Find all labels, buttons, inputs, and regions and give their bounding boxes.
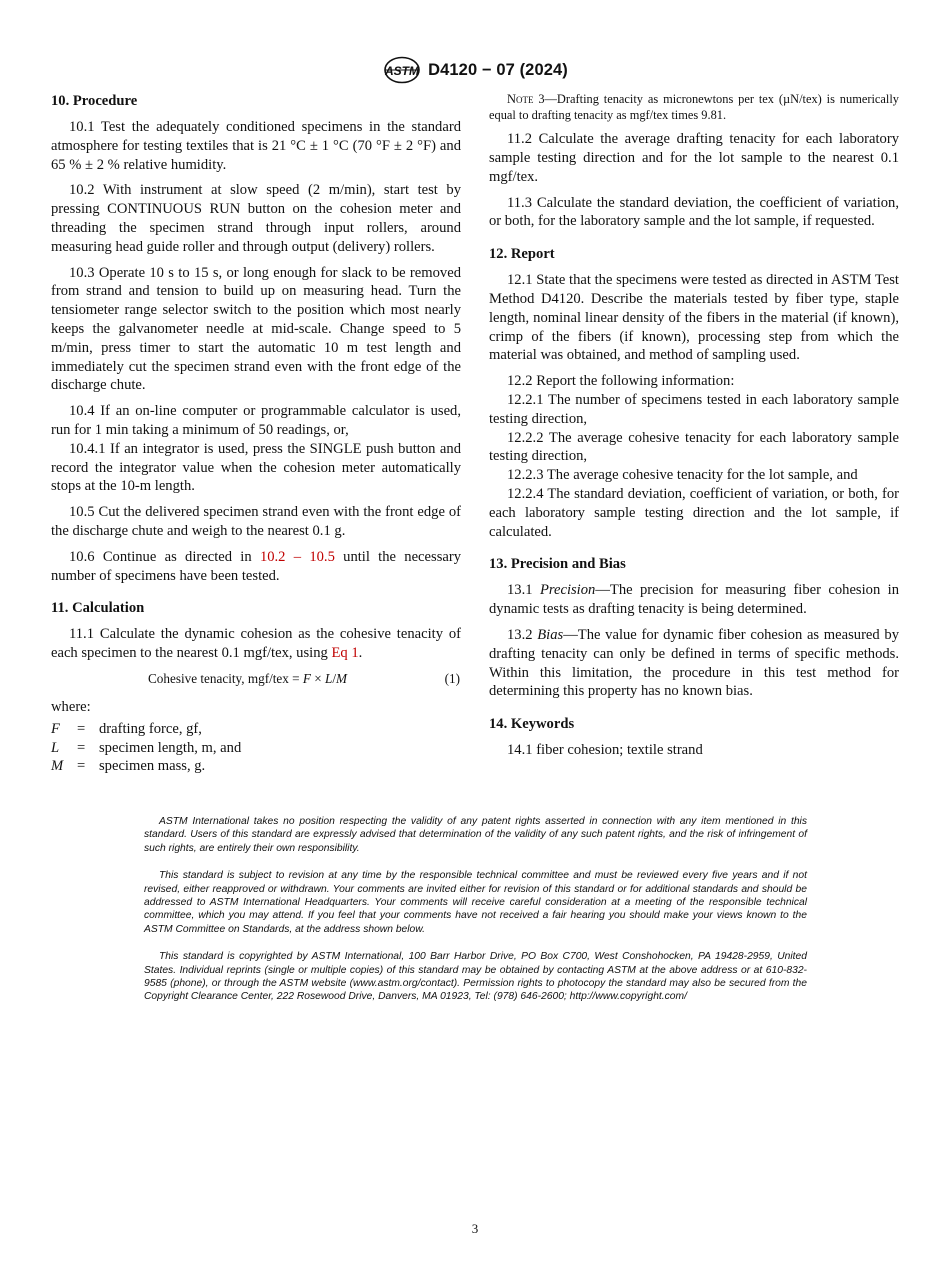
section-13-title: 13. Precision and Bias: [489, 556, 626, 573]
equation-1: [51, 670, 461, 688]
para-10-2: 10.2 With instrument at slow speed (2 m/min), start test by pressing CONTINUOUS RUN button on the cohesion meter and threading the specimen strand through input rollers, around measuring head guide roller and through output (delivery) rollers.: [51, 182, 461, 255]
where-label: where:: [51, 698, 91, 715]
legal-disclaimers: [144, 815, 807, 1018]
para-12-1: 12.1 State that the specimens were tested as directed in ASTM Test Method D4120. Describe the materials tested by fiber type, staple length, nominal linear density of the fibers in the material (if known), crimp of the fibers (if known), processing step from which the material was obtained, and method of sampling used.: [489, 272, 899, 364]
note-3: Note 3—Drafting tenacity as micronewtons per tex (µN/tex) is numerically equal to drafting tenacity as mgf/tex times 9.81.: [489, 92, 899, 122]
para-11-1: 11.1 Calculate the dynamic cohesion as the cohesive tenacity of each specimen to the nearest 0.1 mgf/tex, using Eq 1.: [51, 626, 461, 662]
left-column: [51, 92, 461, 776]
para-12-2-1: 12.2.1 The number of specimens tested in each laboratory sample testing direction,: [489, 391, 899, 427]
variable-symbol: F: [51, 720, 60, 737]
para-10-4: 10.4 If an on-line computer or programmable calculator is used, run for 1 min taking a minimum of 50 readings, or,: [51, 403, 461, 438]
para-10-4-1: 10.4.1 If an integrator is used, press the SINGLE push button and record the integrator value when the cohesion meter automatically stops at the 10-m length.: [51, 440, 461, 495]
para-11-2: 11.2 Calculate the average drafting tenacity for each laboratory sample testing direction and for the lot sample to the nearest 0.1 mgf/tex.: [489, 131, 899, 185]
para-10-3: 10.3 Operate 10 s to 15 s, or long enough for slack to be removed from strand and tension to build up on measuring head. Turn the tensiometer range selector switch to the position which most nearly keeps the galvanometer needle at mid-scale. Change speed to 5 m/min, press timer to start the automatic 10 m test length and immediately cut the specimen strand even with the front edge of the discharge chute.: [51, 264, 461, 394]
para-12-2-2: 12.2.2 The average cohesive tenacity for each laboratory sample testing direction,: [489, 429, 899, 465]
para-14-1: 14.1 fiber cohesion; textile strand: [507, 742, 703, 759]
variable-equals: =: [77, 758, 86, 775]
equation-link[interactable]: Eq 1: [331, 645, 359, 662]
patent-disclaimer: ASTM International takes no position respecting the validity of any patent rights asserted in connection with any item mentioned in this standard. Users of this standard are expressly advised that determination of the validity of any such patent rights, and the risk of infringement of such rights, are entirely their own responsibility.: [144, 816, 807, 854]
para-10-6: 10.6 Continue as directed in 10.2 – 10.5 until the necessary number of specimens have been tested.: [51, 548, 462, 584]
cross-reference-link[interactable]: 10.2 – 10.5: [259, 548, 335, 565]
para-13-2: 13.2 Bias—The value for dynamic fiber cohesion as measured by drafting tenacity can only be defined in terms of specific methods. Within this limitation, the procedure in this test method for determining this property has no known bias.: [489, 626, 899, 700]
para-12-2-3: 12.2.3 The average cohesive tenacity for the lot sample, and: [507, 467, 858, 484]
para-10-1: 10.1 Test the adequately conditioned specimens in the standard atmosphere for testing textiles that is 21 °C ± 1 °C (70 °F ± 2 °F) and 65 % ± 2 % relative humidity.: [51, 119, 461, 173]
para-13-1: 13.1 Precision—The precision for measuring fiber cohesion in dynamic tests as drafting tenacity is being determined.: [489, 582, 899, 618]
section-10-title: 10. Procedure: [51, 93, 138, 109]
equation-number: (1): [444, 670, 460, 686]
variable-equals: =: [77, 739, 86, 756]
variable-list: [51, 720, 461, 776]
note-label: Note 3: [507, 92, 545, 106]
document-id: D4120 − 07 (2024): [428, 60, 568, 79]
section-14-title: 14. Keywords: [489, 716, 575, 733]
copyright-notice: This standard is copyrighted by ASTM International, 100 Barr Harbor Drive, PO Box C700, West Conshohocken, PA 19428-2959, United States. Individual reprints (single or multiple copies) of this standard may be obtained by contacting ASTM at the above address or at 610-832-9585 (phone), or through the ASTM website (www.astm.org/contact). Permission rights to photocopy the standard may also be secured from the Copyright Clearance Center, 222 Rosewood Drive, Danvers, MA 01923, Tel: (978) 646-2600; http://www.copyright.com/: [144, 951, 807, 1003]
logo-text: ASTM: [385, 64, 420, 78]
variable-description: drafting force, gf,: [99, 720, 202, 737]
variable-symbol: M: [51, 758, 64, 775]
page-header: [0, 56, 950, 84]
variable-description: specimen length, m, and: [99, 739, 242, 756]
para-11-3: 11.3 Calculate the standard deviation, the coefficient of variation, or both, for the laboratory sample and the lot sample, if requested.: [489, 194, 899, 230]
right-column: [489, 92, 899, 767]
variable-equals: =: [77, 720, 86, 737]
equation-body: Cohesive tenacity, mgf/tex = F × L/M: [148, 670, 348, 686]
astm-logo-icon: [382, 56, 422, 84]
variable-symbol: L: [51, 739, 60, 756]
variable-description: specimen mass, g.: [99, 758, 206, 775]
revision-notice: This standard is subject to revision at any time by the responsible technical committee and must be reviewed every five years and if not revised, either reapproved or withdrawn. Your comments are invited either for revision of this standard or for additional standards and should be addressed to ASTM International Headquarters. Your comments will receive careful consideration at a meeting of the responsible technical committee, which you may attend. If you feel that your comments have not received a fair hearing you should make your views known to the ASTM Committee on Standards, at the address shown below.: [144, 870, 807, 935]
para-12-2: 12.2 Report the following information:: [507, 373, 735, 390]
section-12-title: 12. Report: [489, 246, 555, 263]
page-number: 3: [471, 1221, 479, 1236]
para-12-2-4: 12.2.4 The standard deviation, coefficient of variation, or both, for each laboratory sample testing direction and the lot sample, if calculated.: [489, 485, 899, 540]
section-11-title: 11. Calculation: [51, 600, 145, 617]
para-10-5: 10.5 Cut the delivered specimen strand even with the front edge of the discharge chute and weigh to the nearest 0.1 g.: [51, 504, 461, 539]
